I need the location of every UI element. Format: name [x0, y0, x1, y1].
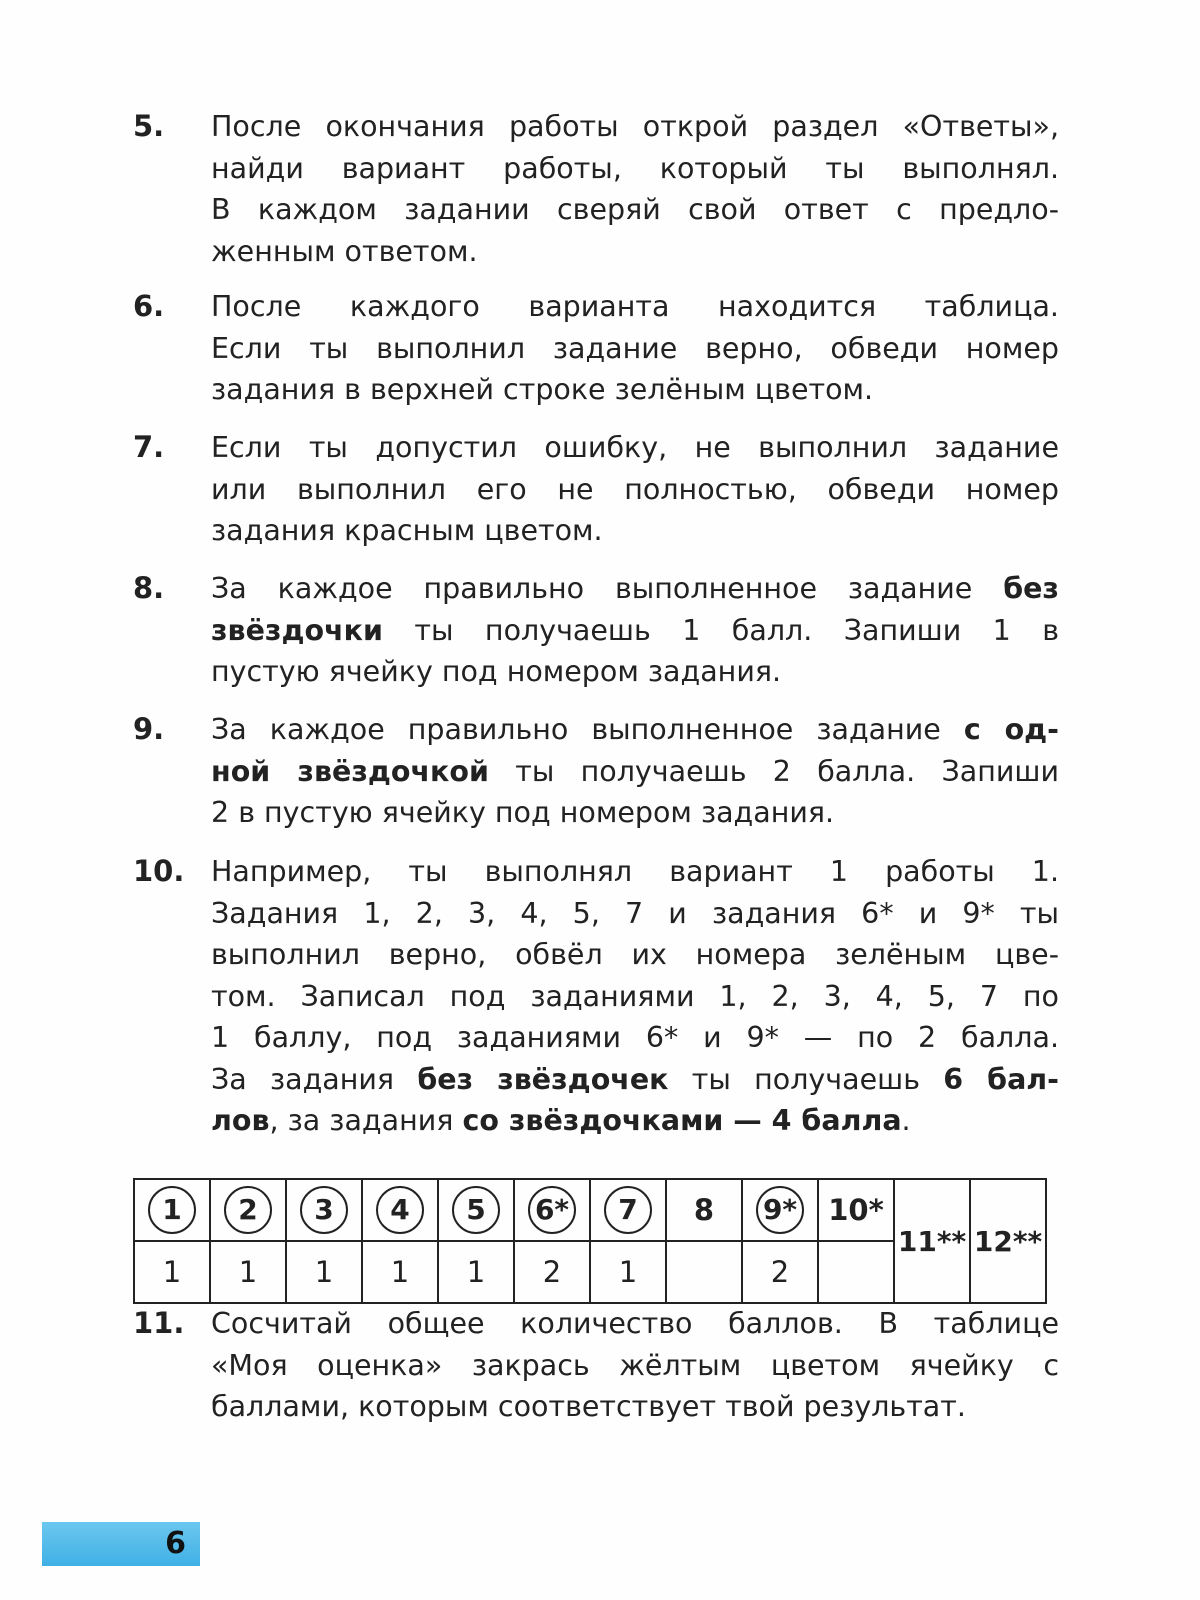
circled-task-number: 5 — [452, 1186, 500, 1234]
task-cell — [742, 1179, 818, 1241]
text-line: Если ты выполнил задание верно, обведи номер — [211, 331, 1059, 365]
item-number: 7. — [133, 430, 165, 464]
score-cell: 1 — [438, 1241, 514, 1303]
item-text — [211, 709, 1059, 834]
task-cell — [590, 1179, 666, 1241]
text-line: Сосчитай общее количество баллов. В таблице — [211, 1307, 1059, 1340]
text-line: Например, ты выполнял вариант 1 работы 1. — [211, 855, 1059, 888]
text-span: . — [901, 1104, 911, 1137]
score-cell: 1 — [590, 1241, 666, 1303]
page-number: 6 — [165, 1526, 186, 1561]
score-table — [133, 1178, 1047, 1304]
bold-span: 6 бал- — [943, 1062, 1059, 1096]
score-cell: 2 — [742, 1241, 818, 1303]
item-text — [211, 1303, 1059, 1428]
text-line — [211, 568, 1059, 610]
score-cell — [818, 1241, 894, 1303]
item-number: 11. — [133, 1306, 185, 1340]
task-number: 12** — [973, 1224, 1043, 1258]
text-line: или выполнил его не полностью, обведи номер — [211, 472, 1059, 506]
text-line: том. Записал под заданиями 1, 2, 3, 4, 5, 7 по — [211, 979, 1059, 1013]
task-cell — [514, 1179, 590, 1241]
text-span: За каждое правильно выполненное задание — [211, 713, 964, 746]
score-cell: 1 — [210, 1241, 286, 1303]
task-cell — [970, 1179, 1046, 1303]
task-number: 11** — [897, 1224, 967, 1258]
bold-span: без — [1003, 572, 1059, 605]
item-number: 9. — [133, 712, 165, 746]
bold-span: без звёздочек — [417, 1062, 669, 1096]
circled-task-number: 7 — [604, 1186, 652, 1234]
circled-task-number: 9* — [756, 1186, 804, 1234]
task-cell — [894, 1179, 970, 1303]
circled-task-number: 4 — [376, 1186, 424, 1234]
bold-span: звёздочки — [211, 613, 383, 647]
bold-span: с од- — [963, 713, 1059, 746]
text-line: «Моя оценка» закрась жёлтым цветом ячейку с — [211, 1348, 1059, 1382]
item-text — [211, 427, 1059, 552]
text-line: После окончания работы открой раздел «Ответы», — [211, 110, 1059, 143]
task-cell — [362, 1179, 438, 1241]
score-cell — [666, 1241, 742, 1303]
circled-task-number: 3 — [300, 1186, 348, 1234]
text-line: 2 в пустую ячейку под номером задания. — [211, 796, 835, 829]
text-line — [211, 709, 1059, 751]
score-cell: 1 — [362, 1241, 438, 1303]
item-number: 6. — [133, 289, 165, 323]
text-line: баллами, которым соответствует твой результат. — [211, 1390, 966, 1423]
bold-span: лов — [211, 1104, 270, 1137]
item-text — [211, 286, 1059, 411]
task-cell — [134, 1179, 210, 1241]
text-line: В каждом задании сверяй свой ответ с предло- — [211, 193, 1059, 226]
item-number: 10. — [133, 854, 185, 888]
circled-task-number: 6* — [528, 1186, 576, 1234]
text-line: найди вариант работы, который ты выполнял. — [211, 151, 1059, 185]
task-number: 8 — [693, 1192, 715, 1227]
task-numbers-row — [134, 1179, 1046, 1241]
item-text — [211, 851, 1059, 1142]
score-cell: 1 — [286, 1241, 362, 1303]
text-span: , за задания — [269, 1104, 463, 1137]
item-text — [211, 568, 1059, 693]
item-text — [211, 106, 1059, 272]
text-line — [211, 1100, 1059, 1142]
text-line: Если ты допустил ошибку, не выполнил задание — [211, 431, 1059, 464]
score-cell: 1 — [134, 1241, 210, 1303]
task-cell — [666, 1179, 742, 1241]
text-line: 1 баллу, под заданиями 6* и 9* — по 2 балла. — [211, 1021, 1059, 1054]
text-line: выполнил верно, обвёл их номера зелёным цве- — [211, 938, 1059, 971]
text-line — [211, 610, 1059, 652]
text-span: За каждое правильно выполненное задание — [211, 572, 1004, 605]
text-span: ты получаешь 1 балл. Запиши 1 в — [414, 613, 1059, 647]
text-span: ты получаешь 2 балла. Запиши — [515, 754, 1059, 788]
item-number: 5. — [133, 109, 165, 143]
circled-task-number: 2 — [224, 1186, 272, 1234]
task-cell — [438, 1179, 514, 1241]
text-line: Задания 1, 2, 3, 4, 5, 7 и задания 6* и 9* ты — [211, 896, 1059, 930]
bold-span: со звёздочками — 4 балла — [462, 1104, 902, 1137]
text-line: женным ответом. — [211, 234, 478, 268]
page-number-badge — [42, 1522, 200, 1566]
bold-span: ной звёздочкой — [211, 754, 489, 788]
text-line — [211, 751, 1059, 793]
score-cell: 2 — [514, 1241, 590, 1303]
text-line: задания в верхней строке зелёным цветом. — [211, 373, 874, 406]
text-span: ты получаешь — [691, 1062, 944, 1096]
task-number: 10* — [828, 1192, 884, 1227]
text-line: После каждого варианта находится таблица. — [211, 290, 1059, 323]
item-number: 8. — [133, 571, 165, 605]
task-cell — [818, 1179, 894, 1241]
text-line — [211, 1059, 1059, 1101]
task-cell — [286, 1179, 362, 1241]
task-cell — [210, 1179, 286, 1241]
text-line: задания красным цветом. — [211, 514, 603, 547]
text-span: За задания — [211, 1062, 418, 1096]
text-line: пустую ячейку под номером задания. — [211, 655, 782, 688]
circled-task-number: 1 — [148, 1186, 196, 1234]
